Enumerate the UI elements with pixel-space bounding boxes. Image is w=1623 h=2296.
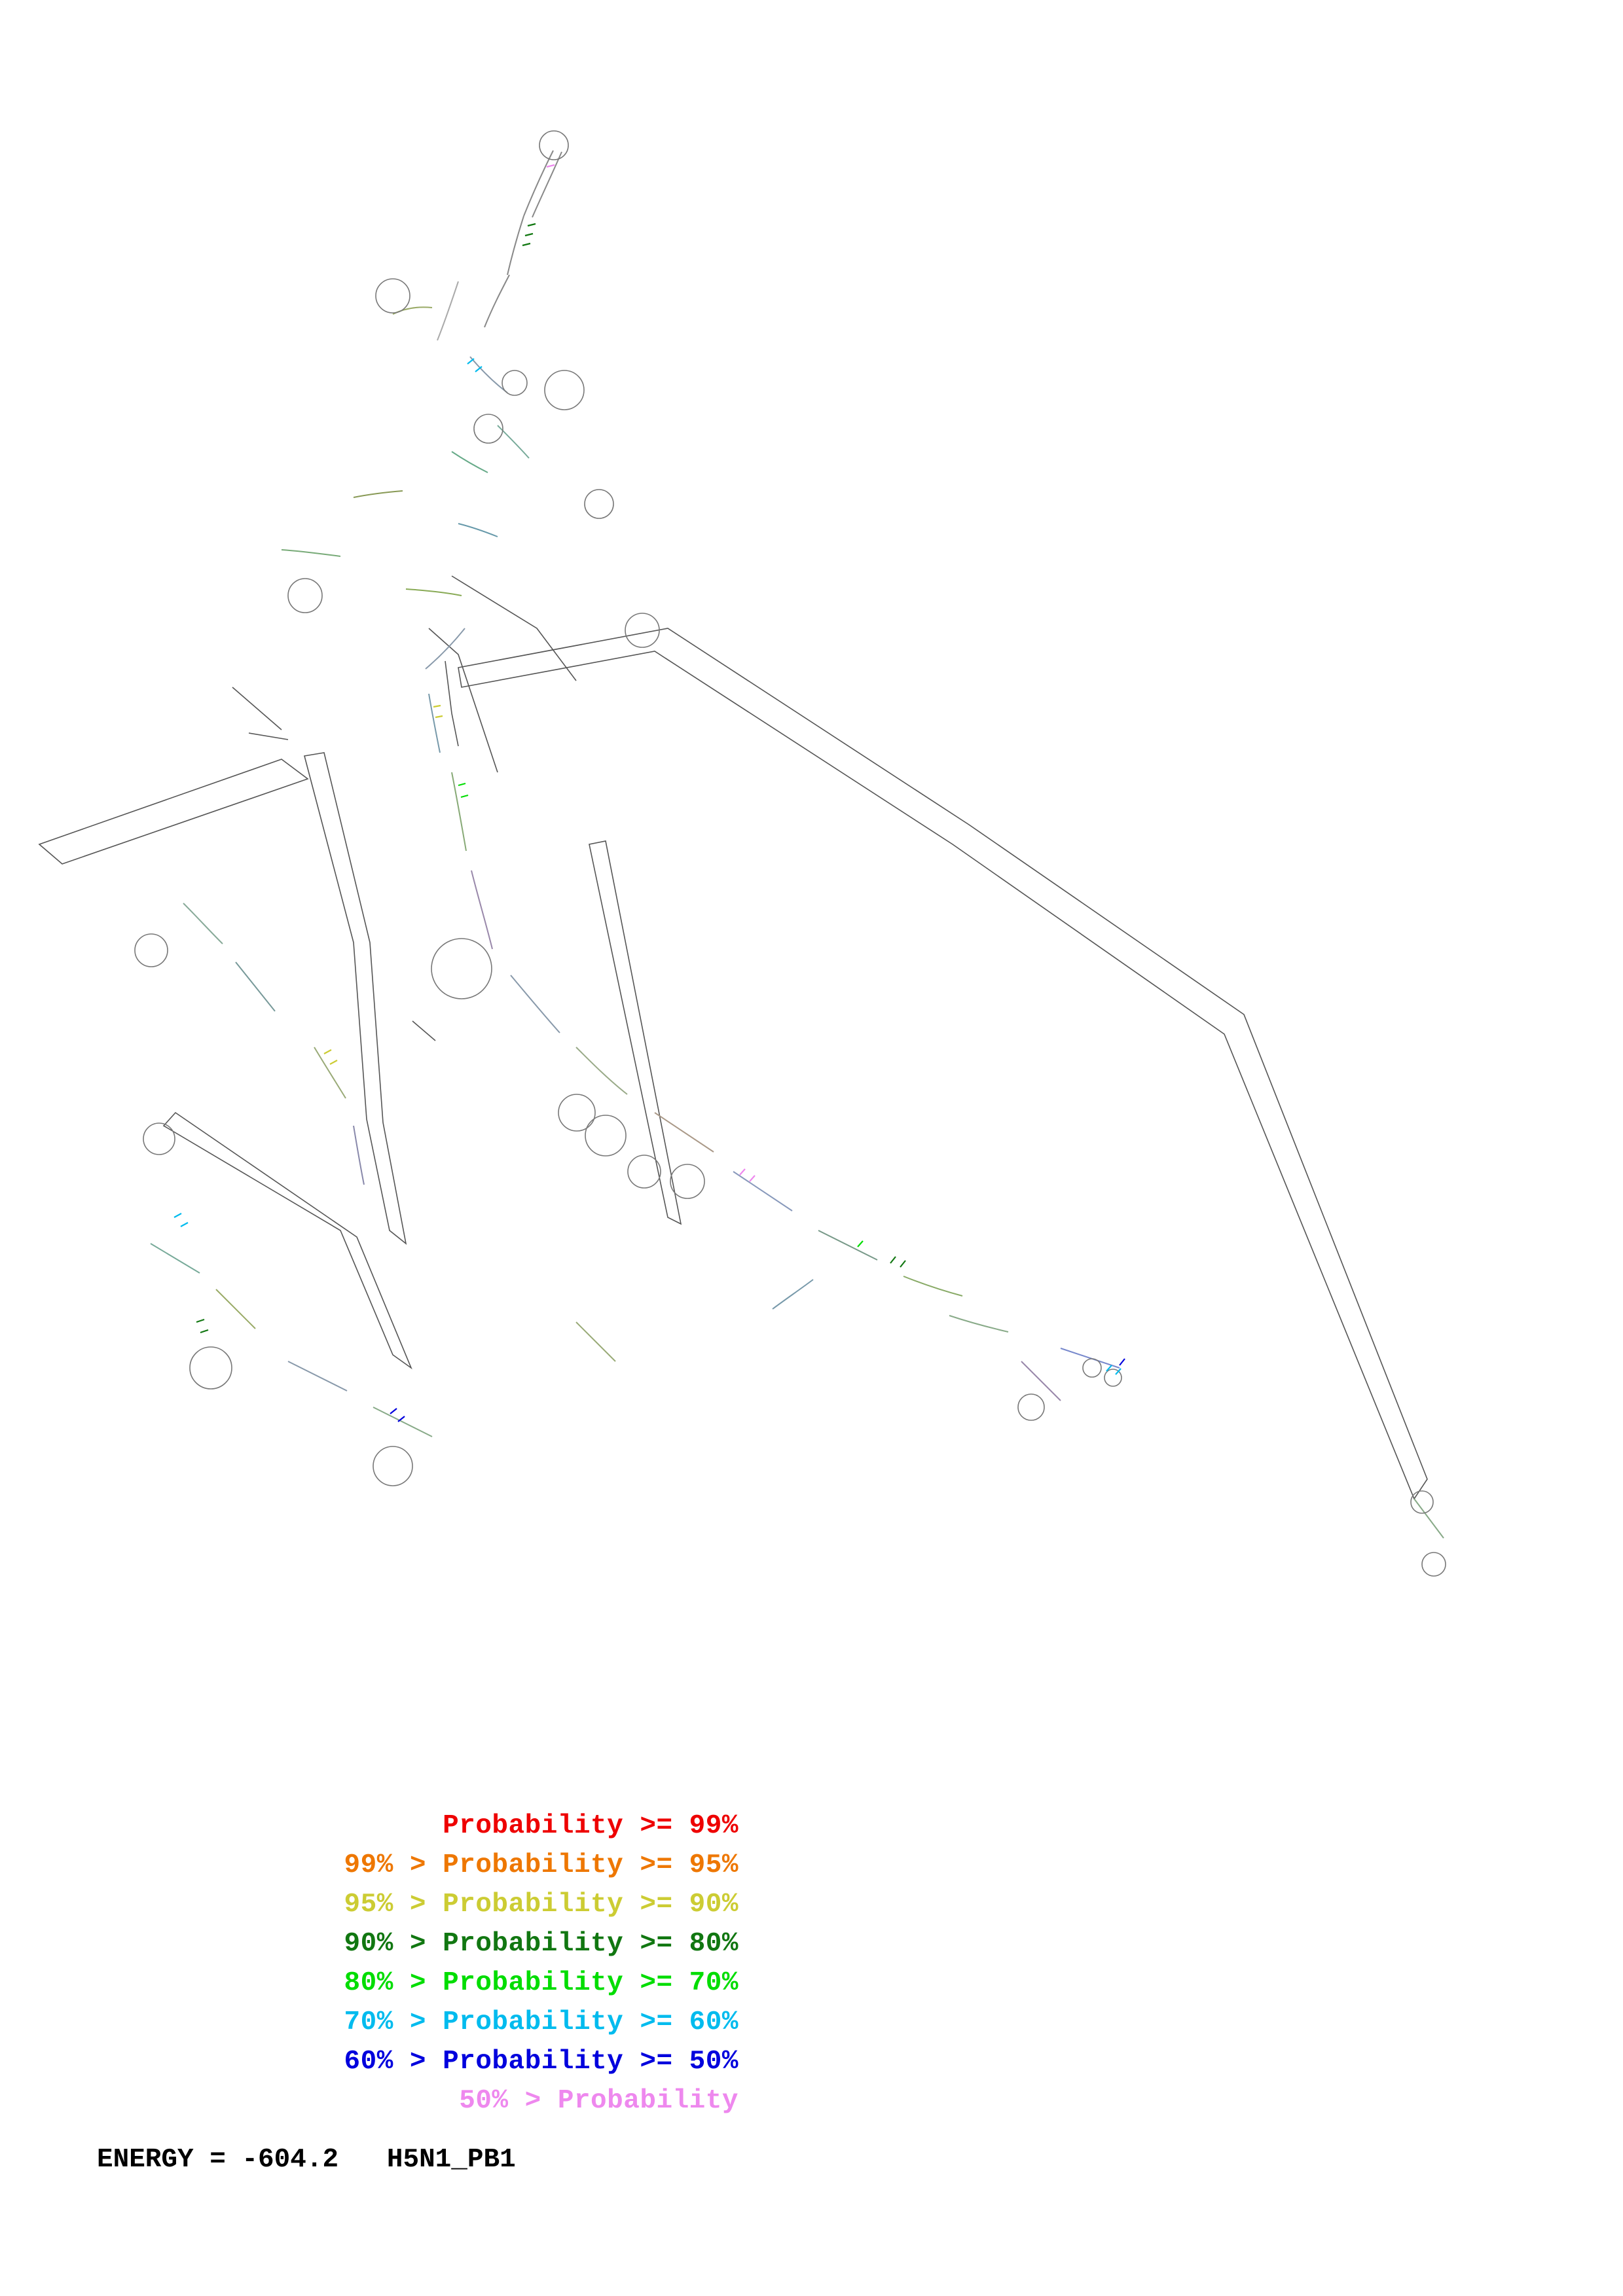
legend-row-80 [0,1924,1623,1964]
legend-label-60: 70% > Probability >= 60% [344,2007,739,2037]
energy-label: ENERGY = -604.2 H5N1_PB1 [97,2145,516,2175]
stem-strands [151,151,1444,1538]
legend-row-below50 [0,2081,1623,2121]
legend-row-95 [0,1846,1623,1885]
legend-row-60 [0,2003,1623,2042]
legend-row-90 [0,1885,1623,1924]
legend-row-50 [0,2042,1623,2081]
legend [0,1806,1623,2179]
nucleotide-circles [135,131,1446,1576]
legend-label-90: 95% > Probability >= 90% [344,1890,739,1920]
legend-label-80: 90% > Probability >= 80% [344,1929,739,1959]
legend-row-70 [0,1964,1623,2003]
long-range-pair-lines [39,576,1427,1499]
base-pair-rungs [174,165,1125,1422]
legend-label-below50: 50% > Probability [459,2086,739,2116]
legend-row-99 [0,1806,1623,1846]
legend-label-99: Probability >= 99% [443,1811,739,1841]
legend-label-50: 60% > Probability >= 50% [344,2047,739,2077]
legend-label-70: 80% > Probability >= 70% [344,1968,739,1998]
legend-label-95: 99% > Probability >= 95% [344,1850,739,1880]
